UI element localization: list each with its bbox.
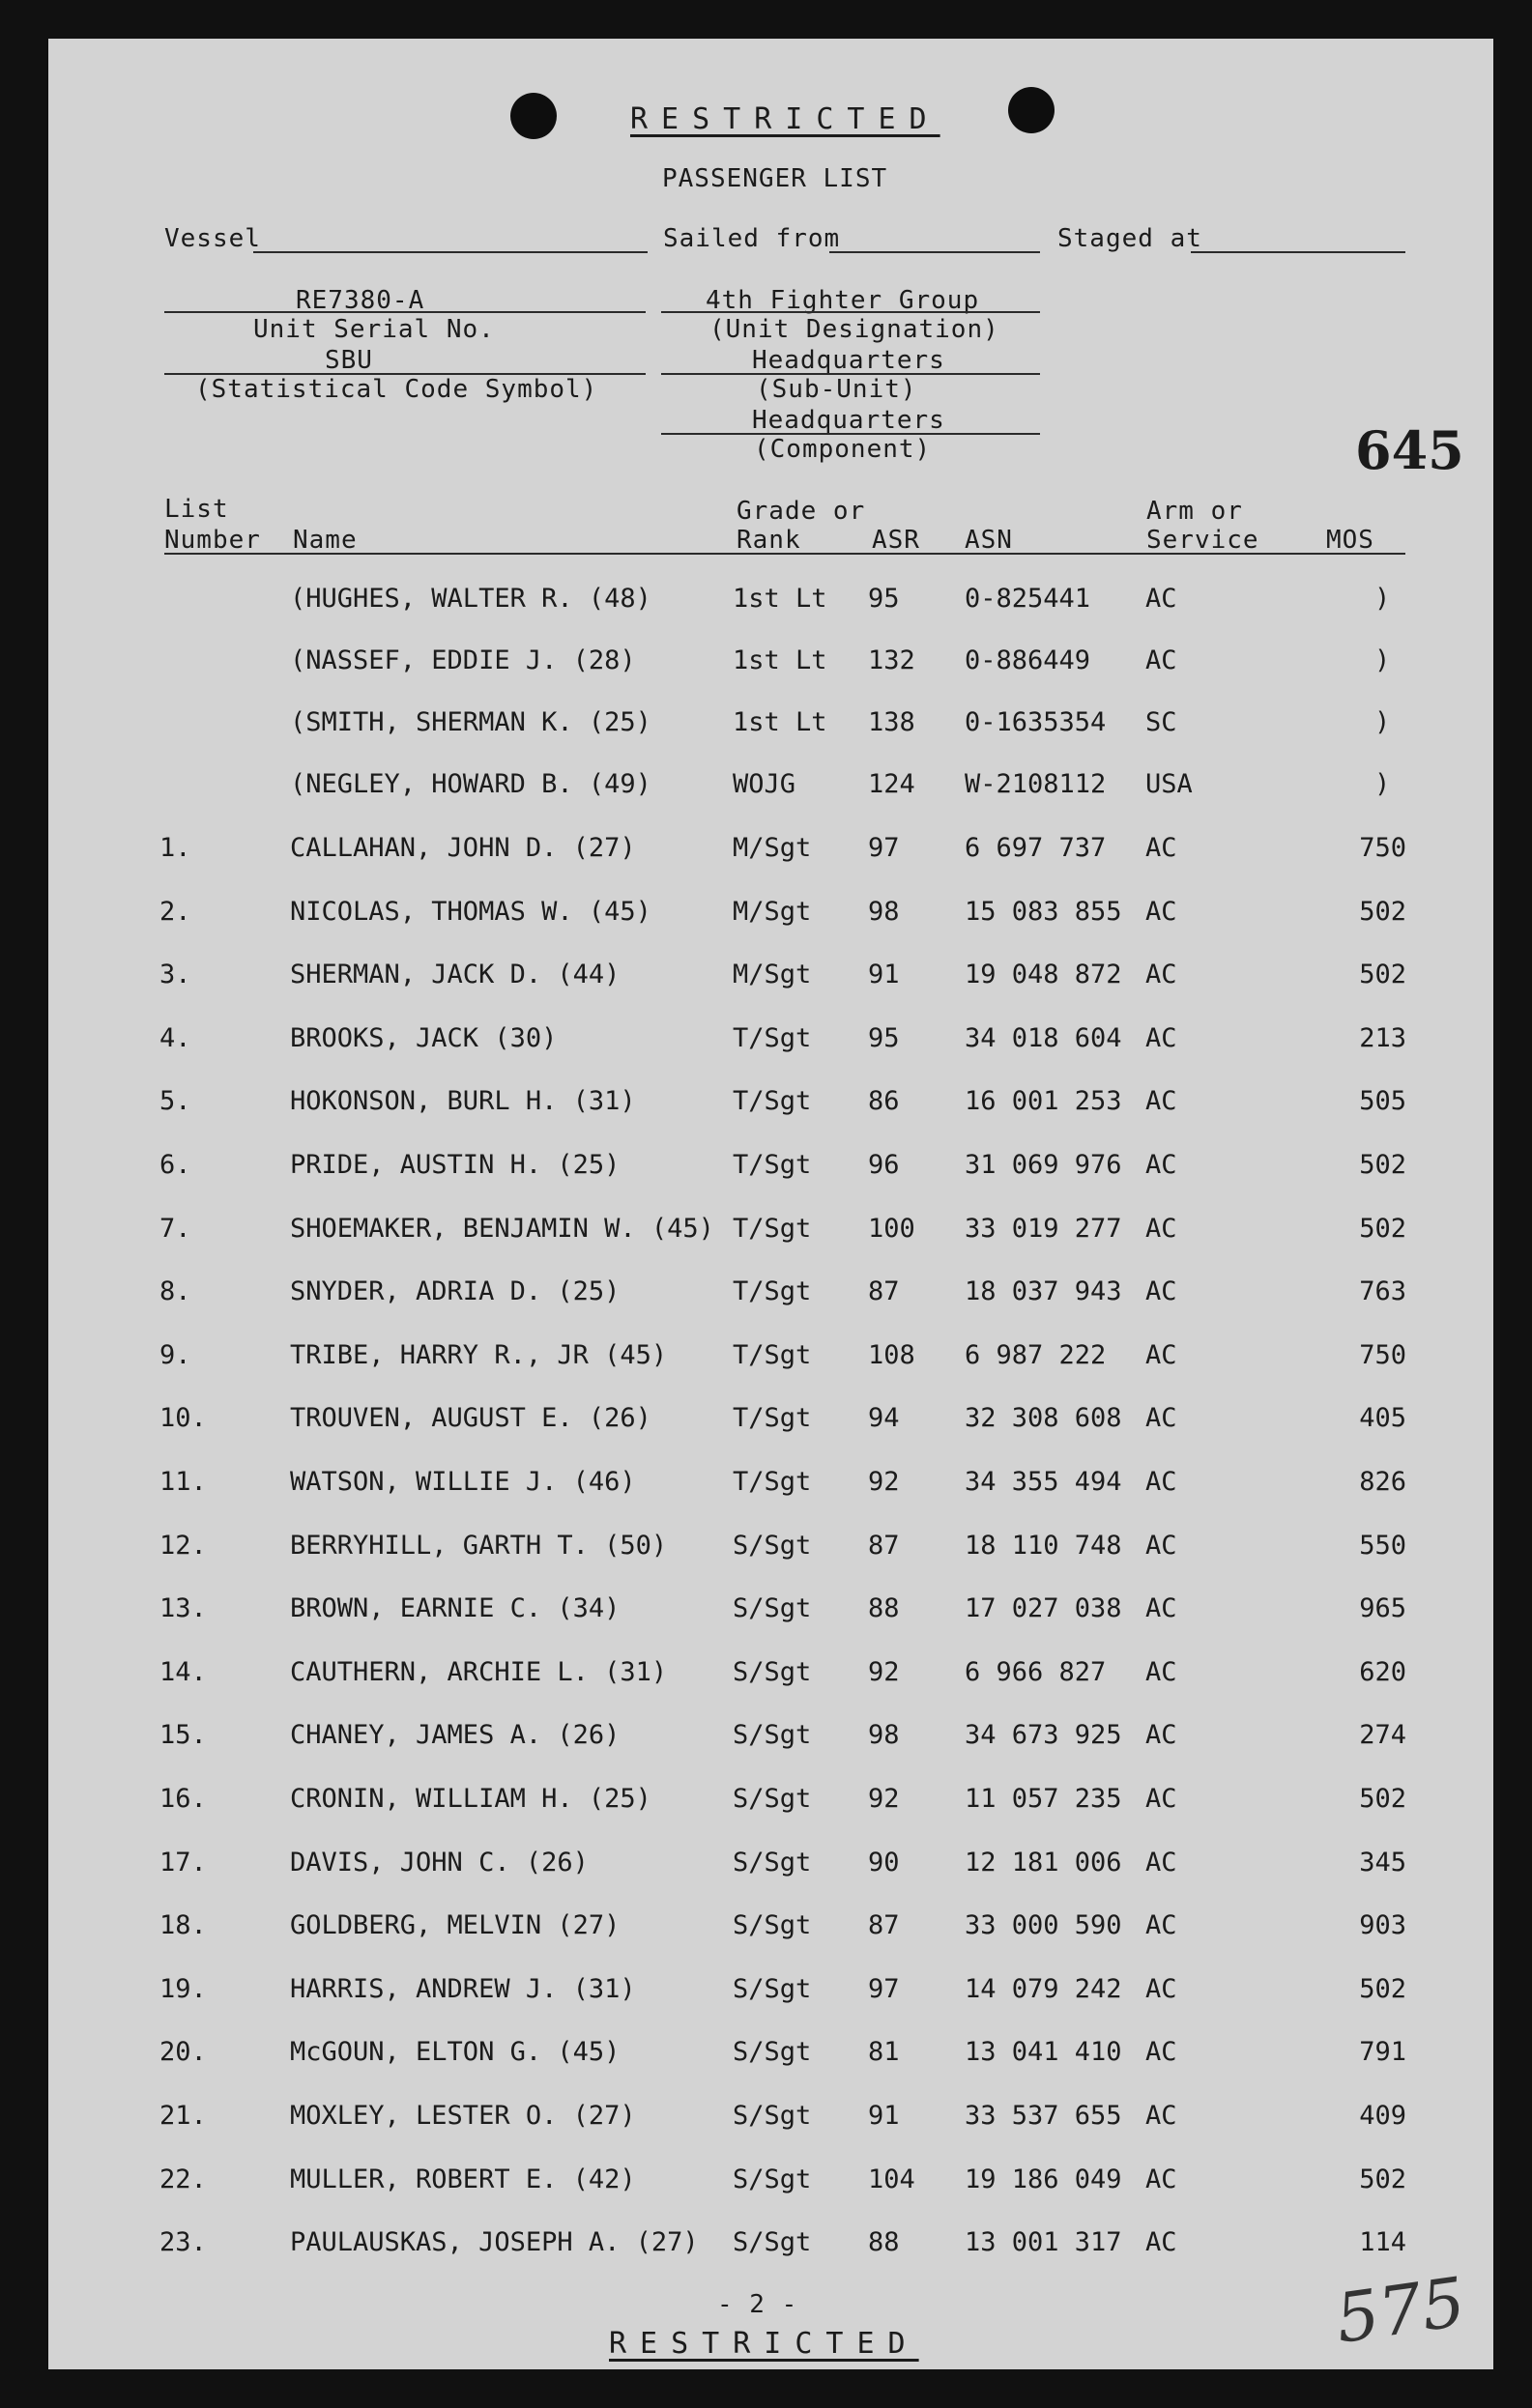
name-cell: DAVIS, JOHN C. (26) (290, 1847, 589, 1878)
mos-cell: 763 (1359, 1276, 1406, 1307)
asn-cell: 31 069 976 (965, 1150, 1122, 1180)
component-caption: (Component) (754, 435, 932, 464)
grade-cell: S/Sgt (733, 1847, 812, 1878)
grade-cell: S/Sgt (733, 2037, 812, 2068)
asr-cell: 81 (868, 2037, 900, 2068)
asr-cell: 87 (868, 1910, 900, 1941)
arm-cell: AC (1145, 2227, 1177, 2258)
name-cell: SHOEMAKER, BENJAMIN W. (45) (290, 1213, 714, 1244)
name-cell: PAULAUSKAS, JOSEPH A. (27) (290, 2227, 699, 2258)
list-number-cell: 5. (159, 1086, 191, 1117)
arm-cell: AC (1145, 1467, 1177, 1497)
passenger-row (0, 2101, 1532, 2139)
list-number-cell: 7. (159, 1213, 191, 1244)
arm-cell: AC (1145, 1593, 1177, 1624)
arm-cell: AC (1145, 584, 1177, 614)
passenger-row (0, 1974, 1532, 2013)
grade-cell: T/Sgt (733, 1339, 812, 1370)
passenger-row (0, 1593, 1532, 1632)
passenger-row (0, 960, 1532, 998)
passenger-row (0, 1720, 1532, 1759)
grade-cell: M/Sgt (733, 960, 812, 990)
name-cell: (HUGHES, WALTER R. (48) (290, 584, 651, 614)
document-title: PASSENGER LIST (662, 164, 888, 193)
closing-paren: ) (1374, 584, 1391, 614)
passenger-row (0, 897, 1532, 935)
asr-cell: 92 (868, 1656, 900, 1687)
unit-serial-caption: Unit Serial No. (253, 315, 495, 344)
vessel-label: Vessel (164, 224, 261, 253)
asn-cell: 14 079 242 (965, 1973, 1122, 2004)
header-classification: RESTRICTED (630, 102, 940, 136)
page-footer: - 2 - (717, 2290, 798, 2319)
asn-cell: 18 037 943 (965, 1276, 1122, 1307)
list-number-cell: 12. (159, 1530, 207, 1561)
list-number-cell: 8. (159, 1276, 191, 1307)
col-asn: ASN (965, 526, 1013, 555)
grade-cell: T/Sgt (733, 1150, 812, 1180)
asn-cell: W-2108112 (965, 769, 1107, 799)
grade-cell: T/Sgt (733, 1213, 812, 1244)
asn-cell: 17 027 038 (965, 1593, 1122, 1624)
vessel-field-line (253, 251, 648, 253)
asr-cell: 95 (868, 584, 900, 614)
closing-paren: ) (1374, 707, 1391, 737)
passenger-row (0, 1214, 1532, 1252)
unit-serial-value: RE7380-A (296, 286, 425, 315)
asr-cell: 91 (868, 960, 900, 990)
asr-cell: 97 (868, 833, 900, 863)
staged-at-label: Staged at (1057, 224, 1202, 253)
list-number-cell: 16. (159, 1784, 207, 1814)
mos-cell: 750 (1359, 833, 1406, 863)
mos-cell: 502 (1359, 1973, 1406, 2004)
grade-cell: T/Sgt (733, 1276, 812, 1307)
arm-cell: AC (1145, 1022, 1177, 1053)
col-arm-2: Service (1146, 526, 1259, 555)
name-cell: WATSON, WILLIE J. (46) (290, 1467, 636, 1497)
name-cell: HARRIS, ANDREW J. (31) (290, 1973, 636, 2004)
asn-cell: 13 041 410 (965, 2037, 1122, 2068)
passenger-row (0, 1910, 1532, 1949)
name-cell: MULLER, ROBERT E. (42) (290, 2164, 636, 2194)
arm-cell: AC (1145, 1720, 1177, 1751)
mos-cell: 114 (1359, 2227, 1406, 2258)
passenger-row (0, 2164, 1532, 2203)
passenger-row (0, 1276, 1532, 1315)
mos-cell: 505 (1359, 1086, 1406, 1117)
mos-cell: 750 (1359, 1339, 1406, 1370)
name-cell: SHERMAN, JACK D. (44) (290, 960, 621, 990)
arm-cell: SC (1145, 707, 1177, 737)
name-cell: (NEGLEY, HOWARD B. (49) (290, 769, 651, 799)
grade-cell: S/Sgt (733, 1530, 812, 1561)
list-number-cell: 20. (159, 2037, 207, 2068)
arm-cell: AC (1145, 1784, 1177, 1814)
arm-cell: AC (1145, 1150, 1177, 1180)
name-cell: TRIBE, HARRY R., JR (45) (290, 1339, 668, 1370)
asn-cell: 32 308 608 (965, 1403, 1122, 1434)
asr-cell: 88 (868, 1593, 900, 1624)
arm-cell: AC (1145, 833, 1177, 863)
officer-row (0, 707, 1532, 746)
officer-row (0, 584, 1532, 622)
list-number-cell: 13. (159, 1593, 207, 1624)
passenger-row (0, 1467, 1532, 1505)
punch-hole-left (510, 93, 557, 139)
asn-cell: 19 186 049 (965, 2164, 1122, 2194)
asr-cell: 92 (868, 1784, 900, 1814)
list-number-cell: 6. (159, 1150, 191, 1180)
passenger-row (0, 2227, 1532, 2266)
asn-cell: 13 001 317 (965, 2227, 1122, 2258)
header-rule (164, 553, 1405, 555)
arm-cell: AC (1145, 1339, 1177, 1370)
arm-cell: AC (1145, 1213, 1177, 1244)
grade-cell: S/Sgt (733, 1720, 812, 1751)
asr-cell: 91 (868, 2101, 900, 2131)
asr-cell: 88 (868, 2227, 900, 2258)
mos-cell: 502 (1359, 896, 1406, 927)
asr-cell: 90 (868, 1847, 900, 1878)
grade-cell: S/Sgt (733, 1910, 812, 1941)
asn-cell: 33 019 277 (965, 1213, 1122, 1244)
passenger-row (0, 1531, 1532, 1569)
grade-cell: 1st Lt (733, 645, 827, 675)
name-cell: CALLAHAN, JOHN D. (27) (290, 833, 636, 863)
asr-cell: 138 (868, 707, 915, 737)
passenger-row (0, 833, 1532, 872)
col-arm-1: Arm or (1146, 497, 1243, 526)
arm-cell: AC (1145, 2037, 1177, 2068)
arm-cell: AC (1145, 1530, 1177, 1561)
page-number: 645 (1355, 419, 1464, 481)
arm-cell: AC (1145, 1847, 1177, 1878)
grade-cell: M/Sgt (733, 896, 812, 927)
subunit-caption: (Sub-Unit) (756, 375, 917, 404)
asn-cell: 34 355 494 (965, 1467, 1122, 1497)
component-value: Headquarters (752, 406, 945, 435)
passenger-row (0, 1784, 1532, 1822)
col-grade-2: Rank (737, 526, 801, 555)
name-cell: GOLDBERG, MELVIN (27) (290, 1910, 621, 1941)
grade-cell: S/Sgt (733, 1973, 812, 2004)
passenger-row (0, 1150, 1532, 1189)
asr-cell: 100 (868, 1213, 915, 1244)
asn-cell: 0-1635354 (965, 707, 1107, 737)
asn-cell: 11 057 235 (965, 1784, 1122, 1814)
col-name: Name (293, 526, 358, 555)
punch-hole-right (1008, 87, 1055, 133)
list-number-cell: 4. (159, 1022, 191, 1053)
asr-cell: 98 (868, 896, 900, 927)
asn-cell: 12 181 006 (965, 1847, 1122, 1878)
asn-cell: 6 987 222 (965, 1339, 1107, 1370)
passenger-row (0, 1086, 1532, 1125)
name-cell: CAUTHERN, ARCHIE L. (31) (290, 1656, 668, 1687)
grade-cell: T/Sgt (733, 1403, 812, 1434)
mos-cell: 502 (1359, 1213, 1406, 1244)
arm-cell: AC (1145, 1403, 1177, 1434)
name-cell: BROOKS, JACK (30) (290, 1022, 558, 1053)
officer-row (0, 769, 1532, 808)
name-cell: McGOUN, ELTON G. (45) (290, 2037, 621, 2068)
grade-cell: T/Sgt (733, 1467, 812, 1497)
asr-cell: 94 (868, 1403, 900, 1434)
grade-cell: 1st Lt (733, 707, 827, 737)
sailed-from-label: Sailed from (663, 224, 841, 253)
unit-serial-line (164, 311, 646, 313)
subunit-value: Headquarters (752, 346, 945, 375)
asn-cell: 0-825441 (965, 584, 1091, 614)
unit-designation-value: 4th Fighter Group (706, 286, 980, 315)
grade-cell: S/Sgt (733, 2227, 812, 2258)
list-number-cell: 9. (159, 1339, 191, 1370)
closing-paren: ) (1374, 769, 1391, 799)
col-list-number-1: List (164, 495, 229, 524)
asn-cell: 15 083 855 (965, 896, 1122, 927)
list-number-cell: 21. (159, 2101, 207, 2131)
name-cell: (SMITH, SHERMAN K. (25) (290, 707, 651, 737)
list-number-cell: 2. (159, 896, 191, 927)
asn-cell: 34 018 604 (965, 1022, 1122, 1053)
col-mos: MOS (1326, 526, 1374, 555)
unit-designation-caption: (Unit Designation) (709, 315, 999, 344)
name-cell: CRONIN, WILLIAM H. (25) (290, 1784, 651, 1814)
passenger-row (0, 1657, 1532, 1696)
arm-cell: AC (1145, 2164, 1177, 2194)
mos-cell: 213 (1359, 1022, 1406, 1053)
asr-cell: 124 (868, 769, 915, 799)
asn-cell: 6 697 737 (965, 833, 1107, 863)
name-cell: BERRYHILL, GARTH T. (50) (290, 1530, 668, 1561)
name-cell: HOKONSON, BURL H. (31) (290, 1086, 636, 1117)
list-number-cell: 15. (159, 1720, 207, 1751)
grade-cell: M/Sgt (733, 833, 812, 863)
sailed-from-field-line (829, 251, 1040, 253)
list-number-cell: 23. (159, 2227, 207, 2258)
mos-cell: 502 (1359, 1150, 1406, 1180)
grade-cell: S/Sgt (733, 1784, 812, 1814)
mos-cell: 550 (1359, 1530, 1406, 1561)
asn-cell: 33 537 655 (965, 2101, 1122, 2131)
mos-cell: 826 (1359, 1467, 1406, 1497)
staged-at-field-line (1191, 251, 1405, 253)
stat-code-caption: (Statistical Code Symbol) (195, 375, 598, 404)
handwritten-number: 575 (1330, 2262, 1470, 2359)
passenger-row (0, 1403, 1532, 1442)
asr-cell: 96 (868, 1150, 900, 1180)
grade-cell: WOJG (733, 769, 796, 799)
mos-cell: 502 (1359, 960, 1406, 990)
name-cell: BROWN, EARNIE C. (34) (290, 1593, 621, 1624)
passenger-row (0, 1848, 1532, 1886)
list-number-cell: 14. (159, 1656, 207, 1687)
mos-cell: 965 (1359, 1593, 1406, 1624)
stat-code-value: SBU (325, 346, 373, 375)
mos-cell: 345 (1359, 1847, 1406, 1878)
mos-cell: 274 (1359, 1720, 1406, 1751)
name-cell: TROUVEN, AUGUST E. (26) (290, 1403, 651, 1434)
asr-cell: 87 (868, 1530, 900, 1561)
name-cell: (NASSEF, EDDIE J. (28) (290, 645, 636, 675)
name-cell: PRIDE, AUSTIN H. (25) (290, 1150, 621, 1180)
name-cell: MOXLEY, LESTER O. (27) (290, 2101, 636, 2131)
list-number-cell: 10. (159, 1403, 207, 1434)
grade-cell: S/Sgt (733, 1593, 812, 1624)
grade-cell: S/Sgt (733, 2101, 812, 2131)
asn-cell: 19 048 872 (965, 960, 1122, 990)
list-number-cell: 18. (159, 1910, 207, 1941)
mos-cell: 903 (1359, 1910, 1406, 1941)
arm-cell: AC (1145, 1276, 1177, 1307)
list-number-cell: 1. (159, 833, 191, 863)
mos-cell: 502 (1359, 2164, 1406, 2194)
arm-cell: AC (1145, 645, 1177, 675)
mos-cell: 502 (1359, 1784, 1406, 1814)
grade-cell: T/Sgt (733, 1022, 812, 1053)
asr-cell: 98 (868, 1720, 900, 1751)
passenger-row (0, 1340, 1532, 1379)
asr-cell: 132 (868, 645, 915, 675)
grade-cell: S/Sgt (733, 1656, 812, 1687)
col-list-number-2: Number (164, 526, 261, 555)
arm-cell: AC (1145, 1086, 1177, 1117)
officer-row (0, 645, 1532, 684)
arm-cell: AC (1145, 896, 1177, 927)
passenger-row (0, 2037, 1532, 2076)
asr-cell: 87 (868, 1276, 900, 1307)
asr-cell: 97 (868, 1973, 900, 2004)
arm-cell: AC (1145, 2101, 1177, 2131)
mos-cell: 409 (1359, 2101, 1406, 2131)
asr-cell: 92 (868, 1467, 900, 1497)
name-cell: NICOLAS, THOMAS W. (45) (290, 896, 651, 927)
footer-classification: RESTRICTED (609, 2327, 919, 2361)
list-number-cell: 3. (159, 960, 191, 990)
asn-cell: 18 110 748 (965, 1530, 1122, 1561)
name-cell: SNYDER, ADRIA D. (25) (290, 1276, 621, 1307)
mos-cell: 620 (1359, 1656, 1406, 1687)
mos-cell: 791 (1359, 2037, 1406, 2068)
list-number-cell: 17. (159, 1847, 207, 1878)
asn-cell: 34 673 925 (965, 1720, 1122, 1751)
asn-cell: 16 001 253 (965, 1086, 1122, 1117)
unit-designation-line (661, 311, 1040, 313)
col-grade-1: Grade or (737, 497, 866, 526)
arm-cell: AC (1145, 1973, 1177, 2004)
asn-cell: 6 966 827 (965, 1656, 1107, 1687)
asn-cell: 0-886449 (965, 645, 1091, 675)
asn-cell: 33 000 590 (965, 1910, 1122, 1941)
grade-cell: T/Sgt (733, 1086, 812, 1117)
arm-cell: AC (1145, 1910, 1177, 1941)
closing-paren: ) (1374, 645, 1391, 675)
list-number-cell: 22. (159, 2164, 207, 2194)
name-cell: CHANEY, JAMES A. (26) (290, 1720, 621, 1751)
arm-cell: AC (1145, 1656, 1177, 1687)
grade-cell: S/Sgt (733, 2164, 812, 2194)
list-number-cell: 11. (159, 1467, 207, 1497)
mos-cell: 405 (1359, 1403, 1406, 1434)
arm-cell: AC (1145, 960, 1177, 990)
list-number-cell: 19. (159, 1973, 207, 2004)
asr-cell: 86 (868, 1086, 900, 1117)
col-asr: ASR (872, 526, 920, 555)
arm-cell: USA (1145, 769, 1193, 799)
asr-cell: 95 (868, 1022, 900, 1053)
asr-cell: 108 (868, 1339, 915, 1370)
passenger-row (0, 1023, 1532, 1062)
asr-cell: 104 (868, 2164, 915, 2194)
grade-cell: 1st Lt (733, 584, 827, 614)
